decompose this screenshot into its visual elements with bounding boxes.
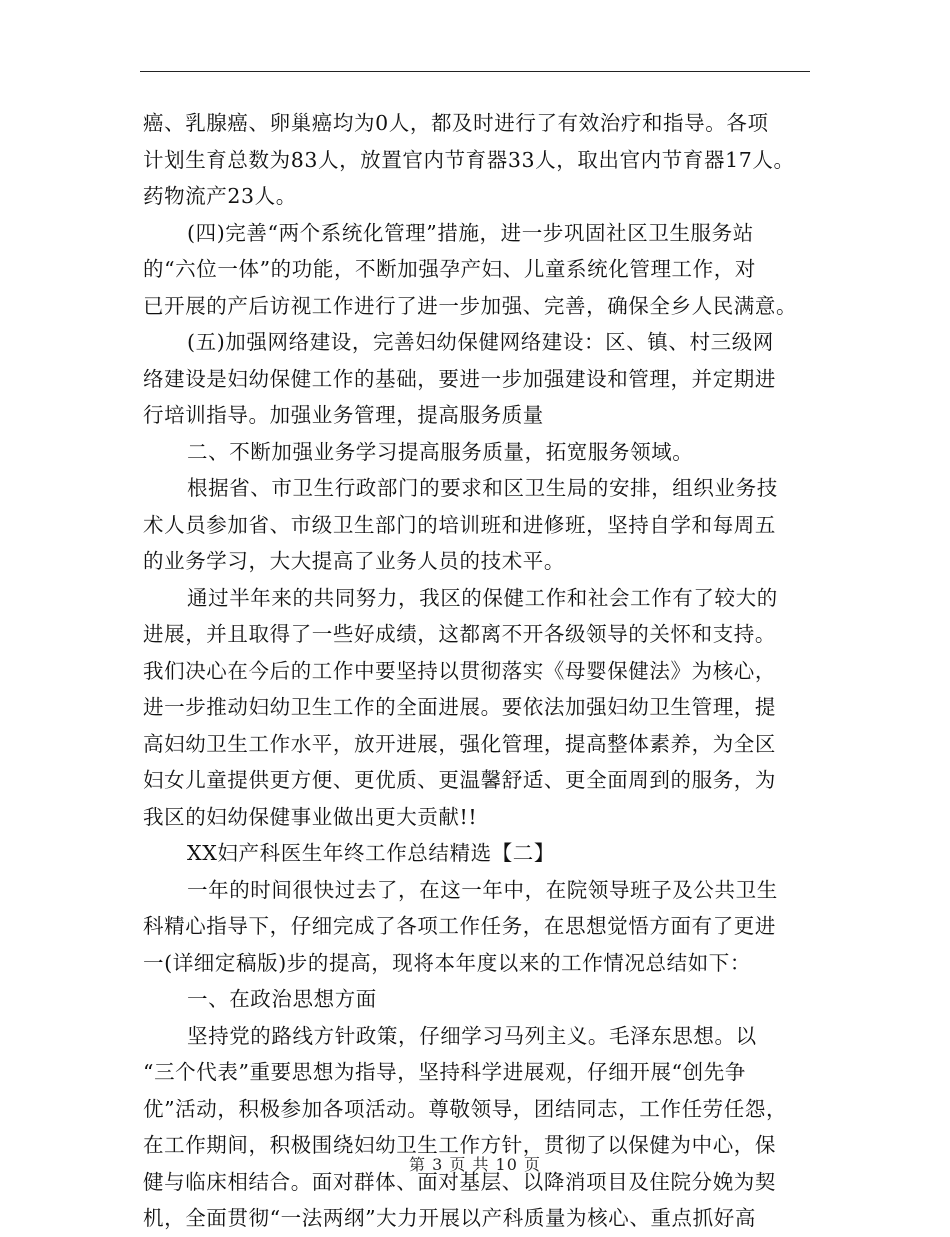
text-line: 药物流产23人。 xyxy=(143,184,297,208)
text-line: 我区的妇幼保健事业做出更大贡献!! xyxy=(143,804,478,829)
text-line: 行培训指导。加强业务管理，提高服务质量 xyxy=(143,403,544,427)
text-line: 的业务学习，大大提高了业务人员的技术平。 xyxy=(143,549,565,573)
text-line: 我们决心在今后的工作中要坚持以贯彻落实《母婴保健法》为核心， xyxy=(143,658,776,683)
text-line: 癌、乳腺癌、卵巢癌均为0人，都及时进行了有效治疗和指导。各项 xyxy=(143,111,769,135)
text-line: 一(详细定稿版)步的提高，现将本年度以来的工作情况总结如下： xyxy=(143,950,751,975)
text-line: 一年的时间很快过去了，在这一年中，在院领导班子及公共卫生 xyxy=(187,877,778,902)
text-line: 进展，并且取得了一些好成绩，这都离不开各级领导的关怀和支持。 xyxy=(143,622,776,646)
text-line: (五)加强网络建设，完善妇幼保健网络建设：区、镇、村三级网 xyxy=(187,330,774,354)
text-line: XX妇产科医生年终工作总结精选【二】 xyxy=(187,841,555,865)
text-line: 一、在政治思想方面 xyxy=(187,987,377,1011)
text-line: 坚持党的路线方针政策，仔细学习马列主义。毛泽东思想。以 xyxy=(187,1023,757,1048)
text-line: “三个代表”重要思想为指导，坚持科学进展观，仔细开展“创先争 xyxy=(143,1060,746,1084)
text-line: 的“六位一体”的功能，不断加强孕产妇、儿童系统化管理工作，对 xyxy=(143,257,756,281)
text-line: (四)完善“两个系统化管理”措施，进一步巩固社区卫生服务站 xyxy=(187,220,754,245)
text-line: 络建设是妇幼保健工作的基础，要进一步加强建设和管理，并定期进 xyxy=(143,366,776,391)
text-line: 优”活动，积极参加各项活动。尊敬领导，团结同志，工作任劳任怨， xyxy=(143,1096,788,1121)
text-line: 高妇幼卫生工作水平，放开进展，强化管理，提高整体素养，为全区 xyxy=(143,731,776,756)
text-line: 科精心指导下，仔细完成了各项工作任务，在思想觉悟方面有了更进 xyxy=(143,914,776,938)
text-line: 通过半年来的共同努力，我区的保健工作和社会工作有了较大的 xyxy=(187,585,778,610)
text-line: 计划生育总数为83人，放置官内节育器33人，取出官内节育器17人。 xyxy=(143,147,795,172)
header-rule xyxy=(140,71,810,72)
text-line: 妇女儿童提供更方便、更优质、更温馨舒适、更全面周到的服务，为 xyxy=(143,768,776,792)
page-footer: 第 3 页 共 10 页 xyxy=(409,1155,541,1174)
text-line: 已开展的产后访视工作进行了进一步加强、完善，确保全乡人民满意。 xyxy=(143,293,798,318)
text-line: 进一步推动妇幼卫生工作的全面进展。要依法加强妇幼卫生管理，提 xyxy=(143,695,776,719)
document-body xyxy=(143,105,815,1237)
text-line: 健与临床相结合。面对群体、面对基层、以降消项目及住院分娩为契 xyxy=(143,1169,776,1194)
text-line: 根据省、市卫生行政部门的要求和区卫生局的安排，组织业务技 xyxy=(187,476,778,500)
text-line: 二、不断加强业务学习提高服务质量，拓宽服务领域。 xyxy=(187,439,694,464)
text-line: 机，全面贯彻“一法两纲”大力开展以产科质量为核心、重点抓好高 xyxy=(143,1206,756,1230)
text-line: 在工作期间，积极围绕妇幼卫生工作方针，贯彻了以保健为中心，保 xyxy=(143,1133,776,1157)
text-line: 术人员参加省、市级卫生部门的培训班和进修班，坚持自学和每周五 xyxy=(143,512,776,537)
